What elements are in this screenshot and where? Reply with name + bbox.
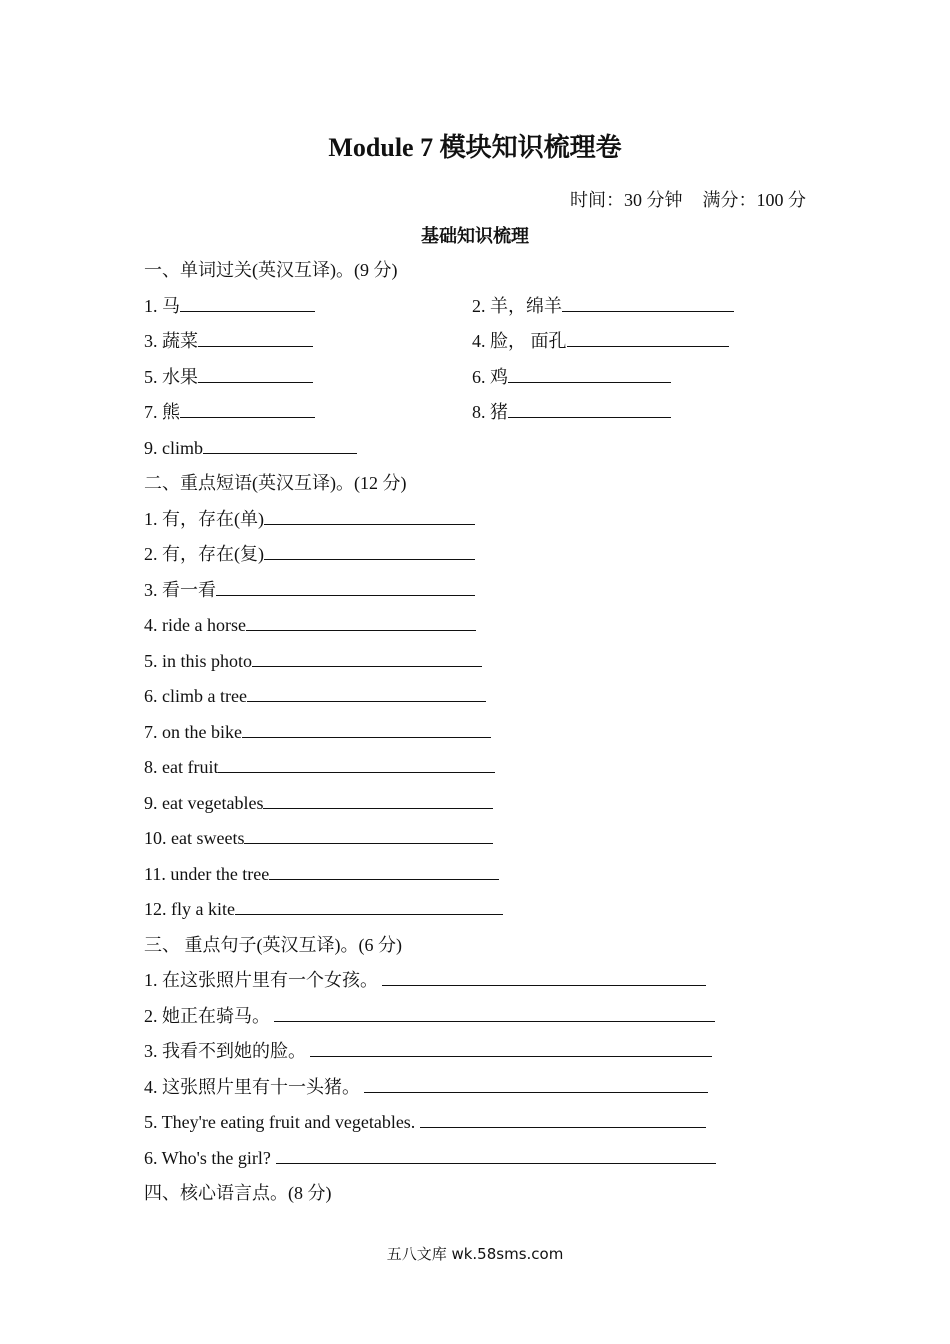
sentence-row — [144, 1108, 814, 1144]
answer-blank[interactable] — [420, 1109, 706, 1128]
phrase-row — [144, 682, 814, 718]
word-prompt: 7. 熊 — [144, 402, 180, 422]
word-prompt: 8. 猪 — [472, 402, 508, 422]
time-limit: 时间：30 分钟 — [570, 190, 683, 210]
sentence-prompt: 4. 这张照片里有十一头猪。 — [144, 1076, 360, 1097]
word-row — [144, 292, 814, 328]
phrase-prompt: 12. fly a kite — [144, 899, 235, 919]
phrase-row — [144, 611, 814, 647]
answer-blank[interactable] — [263, 790, 493, 809]
answer-blank[interactable] — [264, 541, 475, 560]
section-heading-1: 一、单词过关(英汉互译)。(9 分) — [144, 260, 398, 280]
phrase-row — [144, 540, 814, 576]
section-heading-4: 四、核心语言点。(8 分) — [144, 1183, 332, 1203]
sentence-row — [144, 1073, 814, 1109]
answer-blank[interactable] — [364, 1074, 708, 1093]
answer-blank[interactable] — [382, 967, 706, 986]
word-row — [144, 398, 814, 434]
answer-blank[interactable] — [508, 399, 671, 418]
full-score: 满分：100 分 — [702, 190, 806, 210]
phrase-prompt: 10. eat sweets — [144, 828, 245, 848]
answer-blank[interactable] — [264, 506, 475, 525]
phrase-row — [144, 789, 814, 825]
answer-blank[interactable] — [198, 364, 313, 383]
answer-blank[interactable] — [508, 364, 671, 383]
answer-blank[interactable] — [247, 683, 486, 702]
phrase-prompt: 11. under the tree — [144, 863, 270, 884]
sentence-prompt: 1. 在这张照片里有一个女孩。 — [144, 970, 378, 990]
answer-blank[interactable] — [310, 1038, 712, 1057]
sentence-prompt: 2. 她正在骑马。 — [144, 1005, 270, 1026]
phrase-prompt: 7. on the bike — [144, 721, 242, 742]
word-prompt: 2. 羊，绵羊 — [472, 295, 562, 316]
sentence-row — [144, 1037, 814, 1073]
phrase-prompt: 5. in this photo — [144, 650, 253, 671]
worksheet-content — [144, 256, 814, 1215]
word-prompt: 4. 脸， 面孔 — [472, 331, 567, 351]
watermark-footer: 五八文库 wk.58sms.com — [386, 1245, 564, 1263]
answer-blank[interactable] — [244, 825, 493, 844]
phrase-prompt: 2. 有，存在(复) — [144, 544, 264, 564]
phrase-row — [144, 860, 814, 896]
word-prompt: 9. climb — [144, 437, 203, 458]
exam-meta — [570, 186, 806, 214]
phrase-row — [144, 647, 814, 683]
sentence-row — [144, 966, 814, 1002]
word-row — [144, 434, 814, 470]
sentence-prompt: 5. They're eating fruit and vegetables. — [144, 1112, 416, 1132]
phrase-prompt: 6. climb a tree — [144, 686, 247, 706]
phrase-row — [144, 718, 814, 754]
answer-blank[interactable] — [180, 399, 315, 418]
phrase-prompt: 3. 看一看 — [144, 579, 216, 600]
phrase-row — [144, 824, 814, 860]
answer-blank[interactable] — [235, 896, 503, 915]
phrase-row — [144, 505, 814, 541]
answer-blank[interactable] — [252, 648, 482, 667]
phrase-prompt: 8. eat fruit — [144, 757, 219, 777]
word-row — [144, 327, 814, 363]
answer-blank[interactable] — [216, 577, 475, 596]
page-title: Module 7 模块知识梳理卷 — [328, 133, 622, 162]
answer-blank[interactable] — [218, 754, 495, 773]
phrase-prompt: 9. eat vegetables — [144, 792, 264, 813]
answer-blank[interactable] — [246, 612, 476, 631]
word-prompt: 1. 马 — [144, 295, 180, 316]
sentence-prompt: 3. 我看不到她的脸。 — [144, 1041, 306, 1061]
sentence-row — [144, 1144, 814, 1180]
word-prompt: 5. 水果 — [144, 366, 198, 387]
sentence-row — [144, 1002, 814, 1038]
sentence-prompt: 6. Who's the girl? — [144, 1147, 271, 1168]
answer-blank[interactable] — [276, 1145, 716, 1164]
section-group-title: 基础知识梳理 — [421, 226, 529, 246]
phrase-row — [144, 895, 814, 931]
phrase-prompt: 1. 有，存在(单) — [144, 508, 264, 529]
answer-blank[interactable] — [567, 328, 729, 347]
answer-blank[interactable] — [269, 861, 499, 880]
section-heading-2: 二、重点短语(英汉互译)。(12 分) — [144, 473, 407, 493]
word-row — [144, 363, 814, 399]
phrase-prompt: 4. ride a horse — [144, 615, 246, 635]
answer-blank[interactable] — [203, 435, 357, 454]
answer-blank[interactable] — [198, 328, 313, 347]
answer-blank[interactable] — [242, 719, 491, 738]
answer-blank[interactable] — [180, 293, 315, 312]
answer-blank[interactable] — [562, 293, 734, 312]
phrase-row — [144, 753, 814, 789]
word-prompt: 3. 蔬菜 — [144, 331, 198, 351]
answer-blank[interactable] — [274, 1003, 715, 1022]
section-heading-3: 三、 重点句子(英汉互译)。(6 分) — [144, 934, 402, 955]
phrase-row — [144, 576, 814, 612]
word-prompt: 6. 鸡 — [472, 366, 508, 387]
